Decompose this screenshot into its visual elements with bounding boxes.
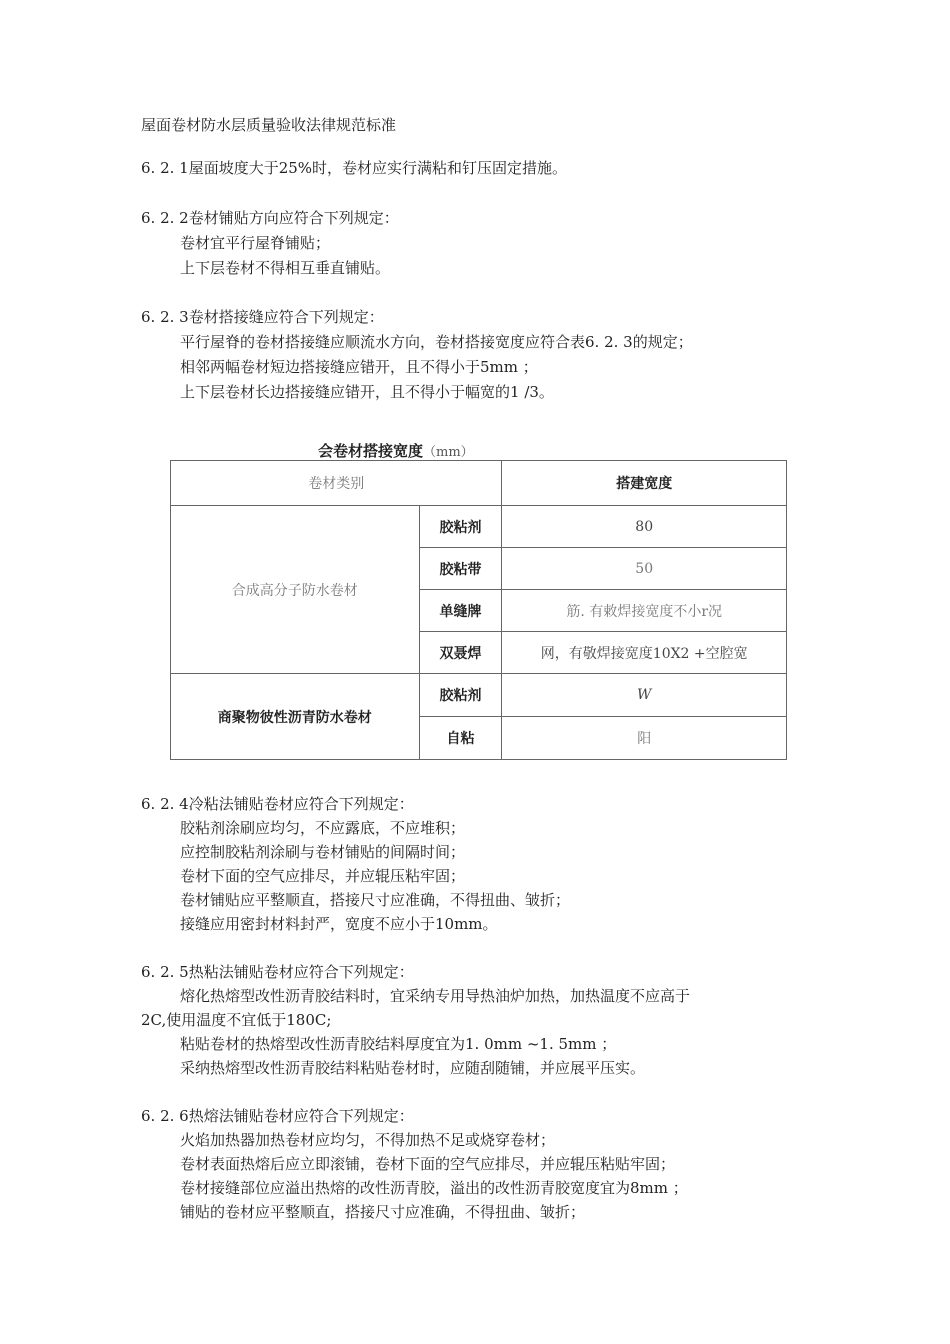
document-title: 屋面卷材防水层质量验收法律规范标准 (141, 116, 397, 134)
clause-6-2-5-item: 采纳热熔型改性沥青胶结料粘贴卷材时，应随刮随铺，并应展平压实。 (180, 1059, 646, 1077)
row-key: 胶粘带 (419, 548, 502, 590)
clause-6-2-5-item-continued: 2C,使用温度不宜低于180C; (141, 1011, 332, 1029)
clause-6-2-4-item: 应控制胶粘剂涂刷与卷材铺贴的间隔时间； (180, 843, 466, 861)
clause-6-2-3-item: 上下层卷材长边搭接缝应错开，且不得小于幅宽的1 /3。 (180, 383, 554, 401)
clause-6-2-6-item: 卷材表面热熔后应立即滚铺，卷材下面的空气应排尽，并应辊压粘贴牢固； (180, 1155, 676, 1173)
group-modified-bitumen-membrane: 商聚物彼性沥青防水卷材 (171, 674, 420, 760)
table-row (171, 506, 787, 548)
row-value: 阳 (502, 717, 787, 760)
header-lap-width: 搭建宽度 (502, 461, 787, 506)
row-value: 网，有敬焊接宽度10X2 +空腔宽 (502, 632, 787, 674)
clause-6-2-2-head: 6. 2. 2卷材铺贴方向应符合下列规定： (141, 209, 399, 227)
lap-width-table (170, 460, 787, 760)
row-key: 双聂焊 (419, 632, 502, 674)
table-caption-text: 会卷材搭接宽度 (318, 442, 424, 460)
group-polymer-membrane: 合成高分子防水卷材 (171, 506, 420, 674)
row-value: 50 (502, 548, 787, 590)
row-value: 80 (502, 506, 787, 548)
clause-6-2-4-item: 胶粘剂涂刷应均匀，不应露底，不应堆积； (180, 819, 466, 837)
clause-6-2-5-head: 6. 2. 5热粘法铺贴卷材应符合下列规定： (141, 963, 414, 981)
clause-6-2-6-item: 火焰加热器加热卷材应均匀，不得加热不足或烧穿卷材； (180, 1131, 556, 1149)
table-header-row (171, 461, 787, 506)
clause-6-2-4-head: 6. 2. 4冷粘法铺贴卷材应符合下列规定： (141, 795, 414, 813)
row-value: 筋. 有敕焊接宽度不小r况 (502, 590, 787, 632)
clause-6-2-1: 6. 2. 1屋面坡度大于25%时，卷材应实行满粘和钉压固定措施。 (141, 159, 568, 177)
clause-6-2-3-item: 平行屋脊的卷材搭接缝应顺流水方向，卷材搭接宽度应符合表6. 2. 3的规定； (180, 333, 693, 351)
clause-6-2-4-item: 接缝应用密封材料封严，宽度不应小于10mm。 (180, 915, 498, 933)
clause-6-2-2-item: 卷材宜平行屋脊铺贴； (180, 234, 331, 252)
row-key: 胶粘剂 (419, 506, 502, 548)
clause-6-2-5-item: 粘贴卷材的热熔型改性沥青胶结料厚度宜为1. 0mm ~1. 5mm ； (180, 1035, 617, 1053)
clause-6-2-6-item: 铺贴的卷材应平整顺直，搭接尺寸应准确，不得扭曲、皱折； (180, 1203, 586, 1221)
clause-6-2-3-head: 6. 2. 3卷材搭接缝应符合下列规定： (141, 308, 384, 326)
clause-6-2-3-item: 相邻两幅卷材短边搭接缝应错开，且不得小于5mm ； (180, 358, 538, 376)
table-caption-unit: （mm） (423, 445, 474, 460)
row-key: 胶粘剂 (419, 674, 502, 717)
clause-6-2-6-head: 6. 2. 6热熔法铺贴卷材应符合下列规定： (141, 1107, 414, 1125)
row-key: 单缝牌 (419, 590, 502, 632)
header-material-type: 卷材类别 (171, 461, 502, 506)
clause-6-2-5-item: 熔化热熔型改性沥青胶结料时，宜采纳专用导热油炉加热，加热温度不应高于 (180, 987, 691, 1005)
clause-6-2-2-item: 上下层卷材不得相互垂直铺贴。 (180, 259, 391, 277)
clause-6-2-4-item: 卷材下面的空气应排尽，并应辊压粘牢固； (180, 867, 466, 885)
table-row (171, 674, 787, 717)
row-key: 自粘 (419, 717, 502, 760)
clause-6-2-6-item: 卷材接缝部位应溢出热熔的改性沥青胶，溢出的改性沥青胶宽度宜为8mm ； (180, 1179, 688, 1197)
row-value: W (502, 674, 787, 717)
clause-6-2-4-item: 卷材铺贴应平整顺直，搭接尺寸应准确，不得扭曲、皱折； (180, 891, 571, 909)
